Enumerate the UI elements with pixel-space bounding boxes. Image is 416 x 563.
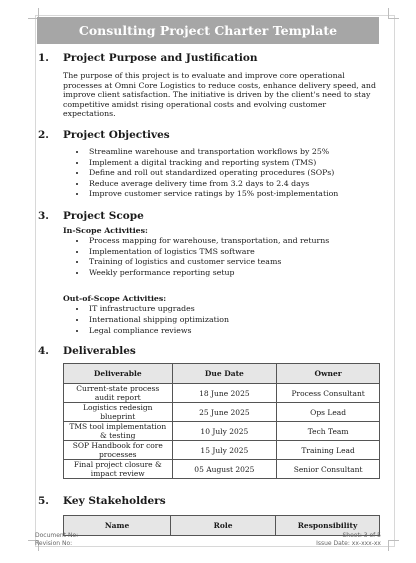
crop-mark-bottom-right [388, 540, 399, 551]
list-item: • Implementation of logistics TMS software [87, 247, 380, 258]
table-row [64, 441, 380, 460]
revision-number: Revision No: [35, 540, 73, 547]
deliverables-table [63, 363, 380, 479]
table-cell: 05 August 2025 [172, 460, 277, 479]
section-5-heading [38, 495, 380, 507]
section-number: 3. [38, 209, 49, 222]
document-body [38, 52, 380, 536]
column-header: Responsibility [276, 516, 380, 536]
list-item: • Reduce average delivery time from 3.2 days to 2.4 days [87, 179, 380, 190]
table-cell: Training Lead [277, 441, 380, 460]
table-cell: 15 July 2025 [172, 441, 277, 460]
table-row [64, 403, 380, 422]
column-header: Owner [277, 364, 380, 384]
table-header-row [64, 364, 380, 384]
list-item: • Streamline warehouse and transportation workflows by 25% [87, 147, 380, 158]
list-item: • IT infrastructure upgrades [87, 304, 380, 315]
section-1-heading [38, 52, 380, 64]
issue-date: Issue Date: xx-xxx-xx [316, 540, 381, 547]
section-title: Project Purpose and Justification [63, 52, 258, 64]
list-item: • International shipping optimization [87, 315, 380, 326]
column-header: Deliverable [64, 364, 173, 384]
list-item: • Improve customer service ratings by 15% post-implementation [87, 189, 380, 200]
list-item: • Weekly performance reporting setup [87, 268, 380, 279]
table-cell: 25 June 2025 [172, 403, 277, 422]
table-cell: Ops Lead [277, 403, 380, 422]
list-item: • Training of logistics and customer service teams [87, 257, 380, 268]
table-cell: Logistics redesign blueprint [64, 403, 173, 422]
column-header: Due Date [172, 364, 277, 384]
list-item: • Process mapping for warehouse, transportation, and returns [87, 236, 380, 247]
table-row [64, 422, 380, 441]
out-of-scope-label: Out-of-Scope Activities: [63, 294, 167, 304]
table-cell: Process Consultant [277, 384, 380, 403]
table-cell: SOP Handbook for core processes [64, 441, 173, 460]
document-title: Consulting Project Charter Template [37, 17, 379, 44]
table-cell: TMS tool implementation & testing [64, 422, 173, 441]
list-item: • Define and roll out standardized operating procedures (SOPs) [87, 168, 380, 179]
in-scope-list [75, 236, 380, 278]
section-number: 4. [38, 345, 49, 358]
section-number: 1. [38, 52, 49, 64]
page-footer [35, 532, 381, 548]
section-title: Key Stakeholders [63, 495, 166, 508]
table-cell: 10 July 2025 [172, 422, 277, 441]
list-item: • Implement a digital tracking and reporting system (TMS) [87, 158, 380, 169]
sheet-number: Sheet: 3 of 5 [342, 532, 381, 539]
section-title: Project Scope [63, 209, 144, 222]
column-header: Role [171, 516, 276, 536]
out-of-scope-list [75, 304, 380, 336]
crop-mark-top-right [388, 8, 399, 19]
section-title: Project Objectives [63, 128, 170, 141]
objectives-list [75, 147, 380, 200]
table-cell: Senior Consultant [277, 460, 380, 479]
table-cell: 18 June 2025 [172, 384, 277, 403]
column-header: Name [64, 516, 171, 536]
section-3-heading [38, 210, 380, 222]
in-scope-label: In-Scope Activities: [63, 225, 148, 235]
document-number: Document No: [35, 532, 79, 539]
section-number: 2. [38, 128, 49, 141]
table-row [64, 384, 380, 403]
table-cell: Current-state process audit report [64, 384, 173, 403]
purpose-paragraph: The purpose of this project is to evaluate and improve core operational processes at Omni Core Logistics to reduce costs, enhance delivery speed, and improve client satisfaction. The initiative is driven by the client's need to stay competitive amidst rising operational costs and evolving customer expectations. [63, 71, 376, 119]
section-number: 5. [38, 495, 49, 508]
table-row [64, 460, 380, 479]
section-4-heading [38, 345, 380, 357]
list-item: • Legal compliance reviews [87, 326, 380, 337]
table-cell: Tech Team [277, 422, 380, 441]
section-2-heading [38, 129, 380, 141]
table-cell: Final project closure & impact review [64, 460, 173, 479]
section-title: Deliverables [63, 345, 136, 358]
